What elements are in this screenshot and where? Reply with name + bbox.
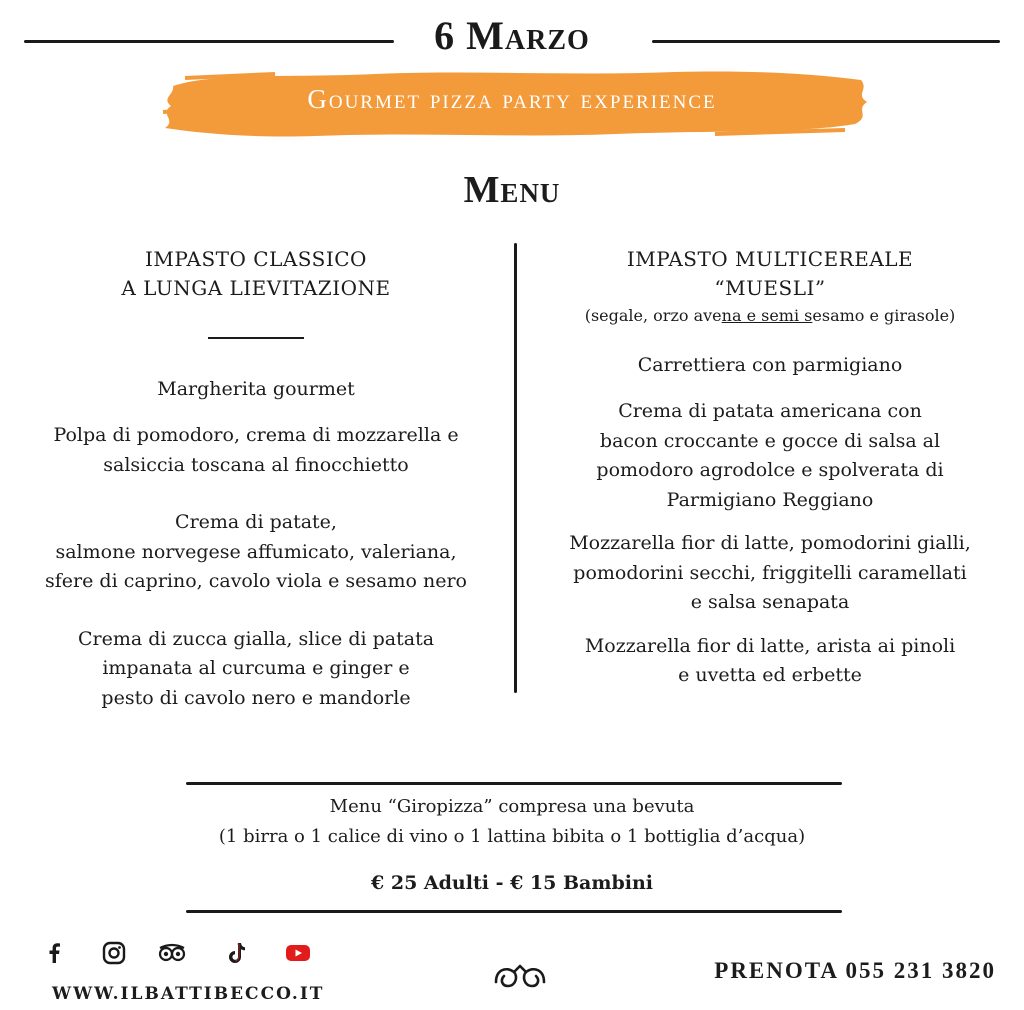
pizza-description: Mozzarella fior di latte, arista ai pinoli e uvetta ed erbette <box>584 634 956 686</box>
booking-phone[interactable]: PRENOTA 055 231 3820 <box>714 958 996 983</box>
pizza-name: Margherita gourmet <box>157 378 355 400</box>
footer-rule-top <box>186 782 842 785</box>
note-part: (segale, orzo ave <box>584 306 722 325</box>
menu-column-classic <box>0 245 512 713</box>
giropizza-info: Menu “Giropizza” compresa una bevuta <box>329 796 695 817</box>
column-heading-line2: “MUESLI” <box>714 276 826 300</box>
column-heading-line1: IMPASTO CLASSICO <box>145 247 367 271</box>
heading-divider <box>208 337 304 339</box>
pizza-description: Crema di patata americana con bacon croccante e gocce di salsa al pomodoro agrodolce e spolverata di Parmigiano Reggiano <box>596 400 944 511</box>
instagram-icon[interactable] <box>100 939 128 967</box>
menu-column-muesli <box>520 245 1020 691</box>
battibecco-logo-icon <box>492 956 548 996</box>
pizza-name: Carrettiera con parmigiano <box>637 354 903 376</box>
website-link[interactable]: WWW.ILBATTIBECCO.IT <box>52 984 325 1004</box>
footer-rule-bottom <box>186 910 842 913</box>
youtube-icon[interactable] <box>284 939 312 967</box>
price-line: € 25 Adulti - € 15 Bambini <box>371 872 653 894</box>
drink-options: (1 birra o 1 calice di vino o 1 lattina bibita o 1 bottiglia d’acqua) <box>218 826 806 847</box>
note-part-underlined: na e semi s <box>721 306 813 325</box>
event-subtitle: Gourmet pizza party experience <box>307 84 717 114</box>
note-part: esamo e girasole) <box>812 306 956 325</box>
facebook-icon[interactable] <box>40 939 68 967</box>
pizza-description: Mozzarella fior di latte, pomodorini gialli, pomodorini secchi, friggitelli caramellati e salsa senapata <box>569 532 971 613</box>
pizza-description: Crema di zucca gialla, slice di patata impanata al curcuma e ginger e pesto di cavolo nero e mandorle <box>77 627 435 709</box>
pizza-description: Crema di patate, salmone norvegese affumicato, valeriana, sfere di caprino, cavolo viola e sesamo nero <box>45 511 467 592</box>
dough-ingredients-note <box>520 305 1020 327</box>
column-heading-line1: IMPASTO MULTICEREALE <box>626 247 914 271</box>
menu-title: Menu <box>463 169 561 211</box>
column-divider <box>514 243 517 693</box>
tiktok-icon[interactable] <box>222 939 250 967</box>
pizza-description: Polpa di pomodoro, crema di mozzarella e salsiccia toscana al finocchietto <box>53 424 459 476</box>
event-date: 6 Marzo <box>434 13 590 58</box>
tripadvisor-icon[interactable] <box>158 939 186 967</box>
column-heading-line2: A LUNGA LIEVITAZIONE <box>121 276 391 300</box>
